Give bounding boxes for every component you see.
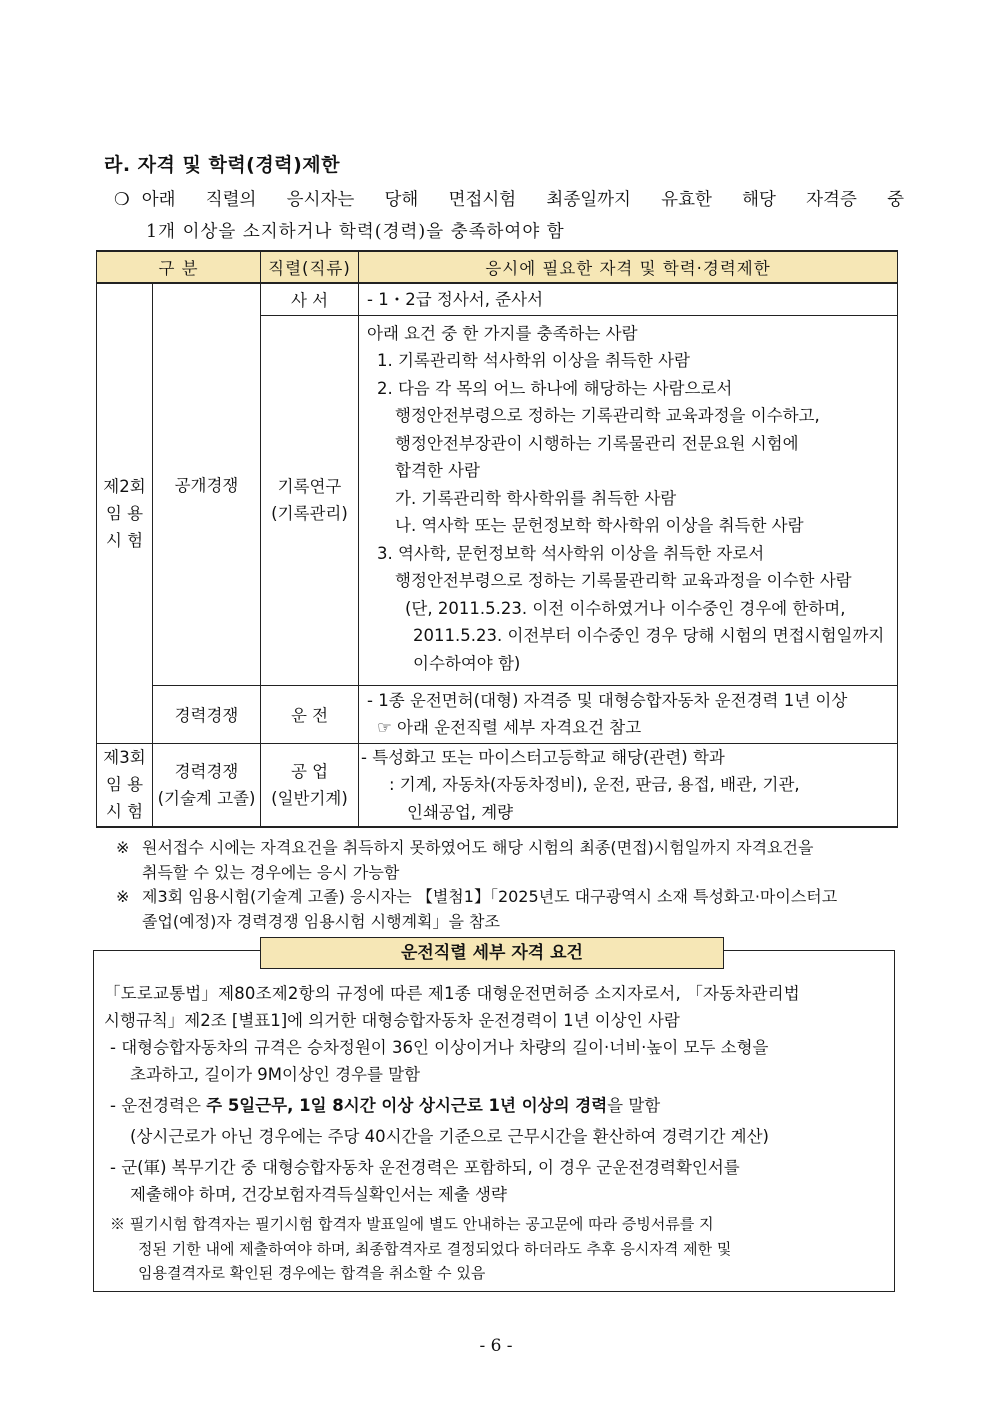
career-definition: - 운전경력은 주 5일근무, 1일 8시간 이상 상시근로 1년 이상의 경력을 말함 [110, 1096, 661, 1115]
bullet-icon: ❍ [114, 190, 130, 210]
header-job: 직렬(직류) [261, 251, 359, 283]
intro-paragraph [114, 184, 904, 248]
qualification-table [96, 250, 898, 828]
header-requirements: 응시에 필요한 자격 및 학력·경력제한 [359, 251, 898, 283]
open-competition-label: 공개경쟁 [153, 283, 261, 685]
job-librarian: 사 서 [261, 283, 359, 315]
exam-2-label: 제2회 임 용 시 험 [97, 283, 153, 743]
exam-3-label: 제3회 임 용 시 험 [97, 743, 153, 827]
header-category: 구 분 [97, 251, 261, 283]
table-header-row [97, 251, 898, 283]
career-competition-label: 경력경쟁 [153, 685, 261, 743]
job-archivist: 기록연구 (기록관리) [261, 315, 359, 685]
job-driver: 운 전 [261, 685, 359, 743]
intro-line-1: 아래 직렬의 응시자는 당해 면접시험 최종일까지 유효한 해당 자격증 중 [141, 190, 904, 210]
req-archivist: 아래 요건 중 한 가지를 충족하는 사람 1. 기록관리학 석사학위 이상을 취득한 사람 2. 다음 각 목의 어느 하나에 해당하는 사람으로서 행정안전부령으로 정하는 기록관리학 교육과정을 이수하고, 행정안전부장관이 시행하는 기록물관리 전문요원 시험에 합격한 사람 가. 기록관리학 학사학위를 취득한 사람 나. 역사학 또는 문헌정보학 학사학위 이상을 취득한 사람 3. 역사학, 문헌정보학 석사학위 이상을 취득한 자로서 행정안전부령으로 정하는 기록물관리학 교육과정을 이수한 사람 (단, 2011.5.23. 이전 이수하였거나 이수중인 경우에 한하며, 2011.5.23. 이전부터 이수중인 경우 당해 시험의 면접시험일까지 이수하여야 함) [359, 315, 898, 685]
req-industrial: - 특성화고 또는 마이스터고등학교 해당(관련) 학과 : 기계, 자동차(자동차정비), 운전, 판금, 용접, 배관, 기관, 인쇄공업, 계량 [359, 743, 898, 827]
page-number: - 6 - [479, 1336, 513, 1356]
box-note: ※ 필기시험 합격자는 필기시험 합격자 발표일에 별도 안내하는 공고문에 따라 증빙서류를 지 정된 기한 내에 제출하여야 하며, 최종합격자로 결정되었다 하더라도 추후 응시자격 제한 및 임용결격자로 확인된 경우에는 합격을 취소할 수 있음 [110, 1215, 732, 1282]
note-item: ※ 원서접수 시에는 자격요건을 취득하지 못하였어도 해당 시험의 최종(면접)시험일까지 자격요건을 취득할 수 있는 경우에는 응시 가능함 [116, 838, 814, 882]
req-driver: - 1종 운전면허(대형) 자격증 및 대형승합자동차 운전경력 1년 이상 ☞ 아래 운전직렬 세부 자격요건 참고 [359, 685, 898, 743]
table-row [97, 743, 898, 827]
driver-requirements-title: 운전직렬 세부 자격 요건 [260, 937, 724, 969]
table-row [97, 685, 898, 743]
req-librarian: - 1・2급 정사서, 준사서 [359, 283, 898, 315]
driver-requirements-body: 「도로교통법」제80조제2항의 규정에 따른 제1종 대형운전면허증 소지자로서, 「자동차관리법 시행규칙」제2조 [별표1]에 의거한 대형승합자동차 운전경력이 1년 이상인 사람 - 대형승합자동차의 규격은 승차정원이 36인 이상이거나 차량의 길이·너비·높이 모두 소형을 초과하고, 길이가 9M이상인 경우를 말함 - 운전경력은 주 5일근무, 1일 8시간 이상 상시근로 1년 이상의 경력을 말함 (상시근로가 아닌 경우에는 주당 40시간을 기준으로 근무시간을 환산하여 경력기간 계산) - 군(軍) 복무기간 중 대형승합자동차 운전경력은 포함하되, 이 경우 군운전경력확인서를 제출해야 하며, 건강보험자격득실확인서는 제출 생략 [104, 980, 888, 1208]
job-industrial: 공 업 (일반기계) [261, 743, 359, 827]
table-row [97, 283, 898, 315]
note-item: ※ 제3회 임용시험(기술계 고졸) 응시자는 【별첨1】「2025년도 대구광역시 소재 특성화고·마이스터고 졸업(예정)자 경력경쟁 임용시험 시행계획」을 참조 [116, 887, 838, 931]
career-tech-label: 경력경쟁 (기술계 고졸) [153, 743, 261, 827]
intro-line-2: 1개 이상을 소지하거나 학력(경력)을 충족하여야 함 [146, 222, 565, 242]
section-heading: 라. 자격 및 학력(경력)제한 [104, 154, 340, 176]
notes-section [116, 836, 906, 934]
